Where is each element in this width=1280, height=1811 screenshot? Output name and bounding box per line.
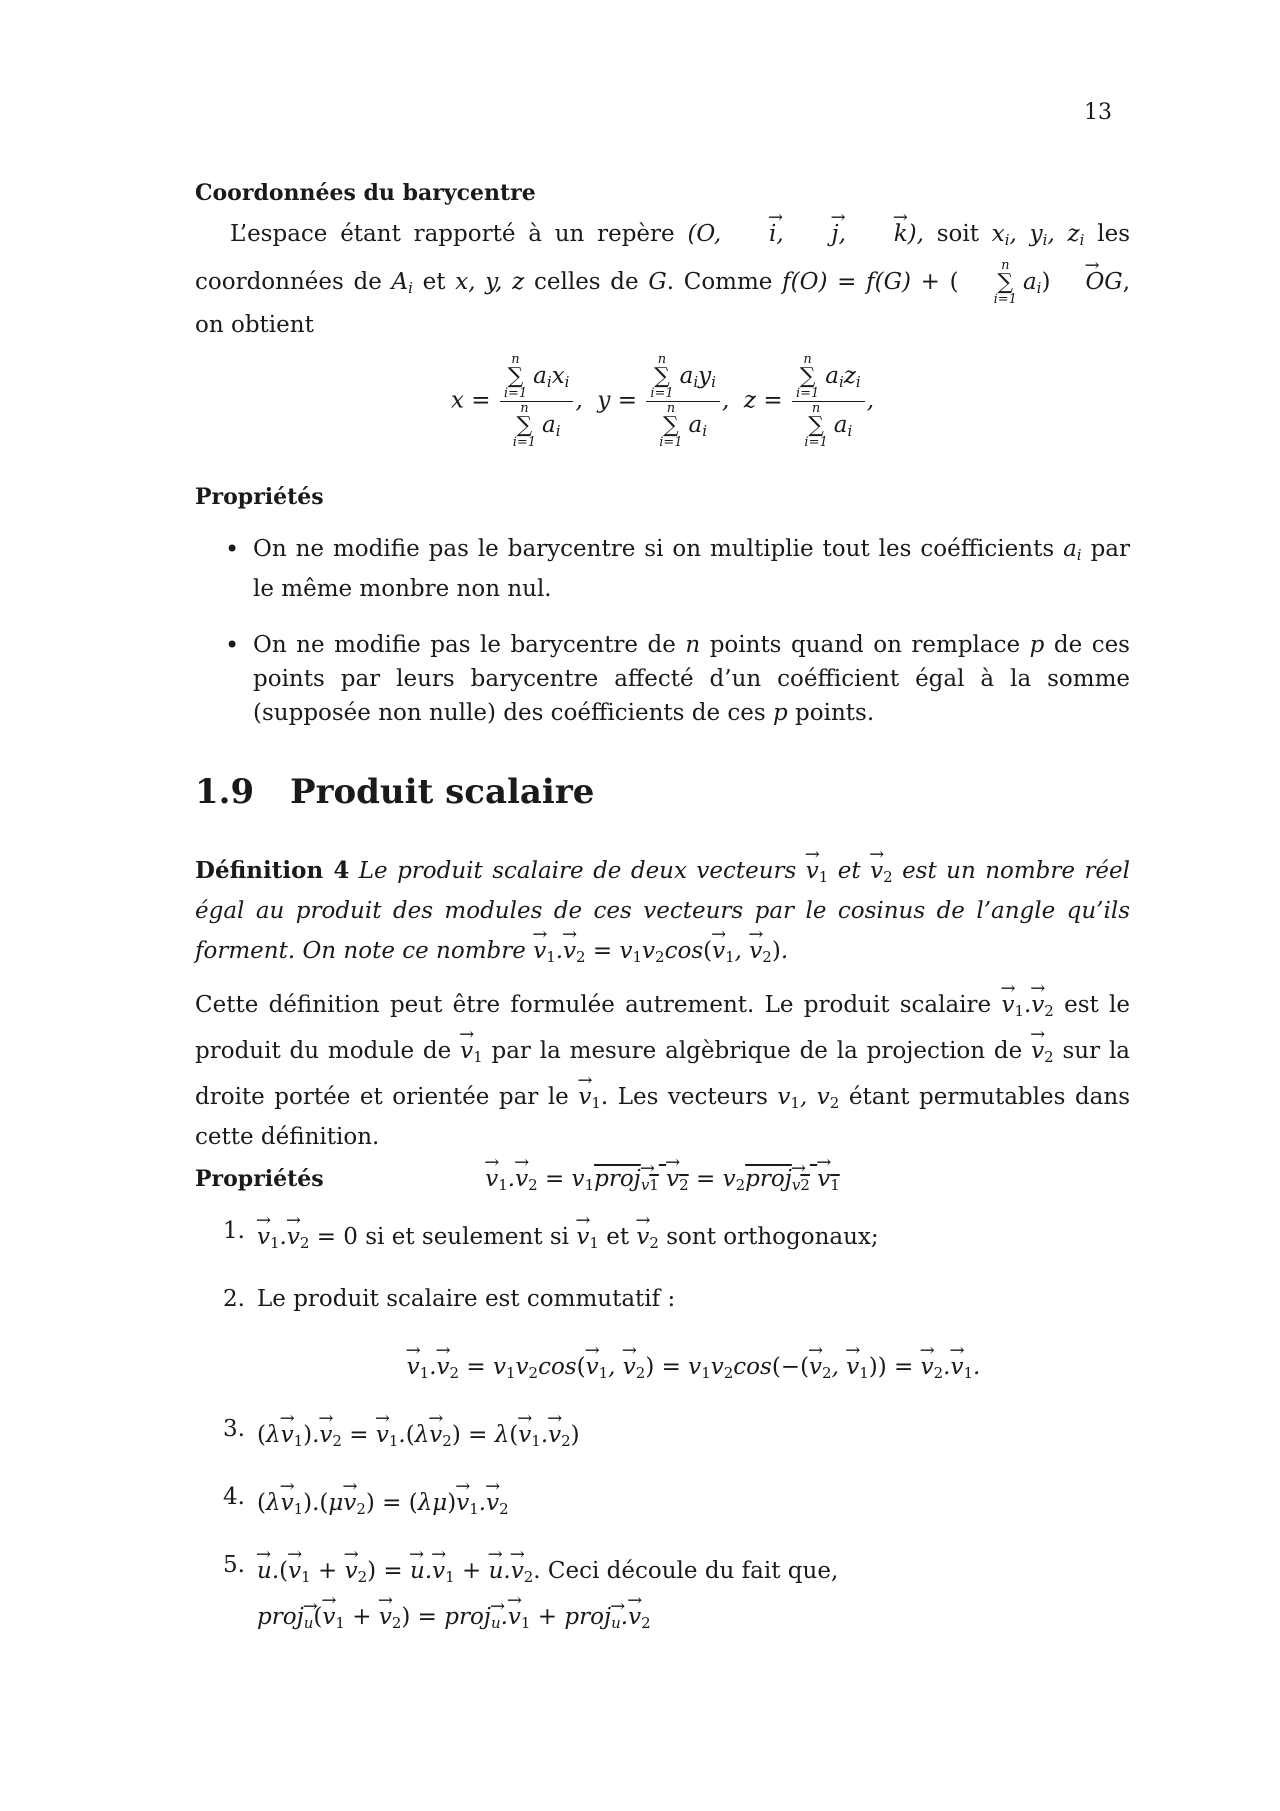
definition-block <box>195 848 1130 974</box>
list-item: 3. $(\lambda\to v_1).\to v_2$ = → $v_1.(\lambda\to v_2) = \lambda(\to v_1.\to v_2)$ <box>195 1412 1130 1458</box>
list-item: 4. $(\lambda\to v_1).(\mu\to v_2) = (\lambda\mu)\to v_1.\to v_2$ <box>195 1480 1130 1526</box>
projection-formula: → $v_1.\to v_2$ = $v_1proj\to _{v1} \to v_2$ = $v_2proj\to _{v2} \to v_1$ <box>195 1156 1130 1202</box>
section-title <box>195 772 1130 812</box>
list-item: 2. Le produit scalaire est commutatif : → $v_1.\to v_2 = v_1v_2\cos(\to v_1$, → $v_2) = v_1v_2\cos(-(\to v_2$, → $v_1$)) = → $v_2.\to v_1$. <box>195 1282 1130 1390</box>
list-item: • On ne modifie pas le barycentre de n points quand on remplace p de ces points par leurs barycentre affecté d’un coéfficient égal à la somme (supposée non nulle) des coéfficients de ces p points. <box>195 628 1130 730</box>
list-item: 5. → $u.(\to v_1$ + → $v_2$) = → $u.\to v_1$ + → $u.\to v_2$. Ceci découle du fait que, proj→ $_u(\to v_1$ + → $v_2$) = proj→ $_u.\to v_1$ + proj→ $_u.\to v_2$ <box>195 1548 1130 1640</box>
page-number: 13 <box>1084 100 1112 125</box>
proprietes-2-section <box>195 1162 1130 1662</box>
proprietes-2-list <box>195 1214 1130 1640</box>
section-heading: Produit scalaire <box>290 772 595 812</box>
explication-paragraph: Cette définition peut être formulée autrement. Le produit scalaire → $v_1.\to v_2$ est le produit du module de → $v_1$ par la mesure algèbrique de la projection de → $v_2$ sur la droite portée et orientée par le → $v_1$. Les vecteurs $v_1$, $v_2$ étant permutables dans cette définition. <box>195 982 1130 1154</box>
definition-text: Définition 4 Le produit scalaire de deux vecteurs → $v_1$ et → $v_2$ est un nombre réel égal au produit des modules de ces vecteurs par le cosinus de l’angle qu’ils forment. On note ce nombre → $v_1.\to v_2 = v_1v_2\cos(\to v_1$, → $v_2$). <box>195 848 1130 974</box>
barycentre-formula: x = n ∑ i=1 aixi n ∑ i=1 ai , y = n ∑ i=1 aiyi n ∑ i=1 ai , z = n ∑ i=1 aizi n ∑ i=1 ai , <box>450 352 875 450</box>
list-item: • On ne modifie pas le barycentre si on multiplie tout les coéfficients ai par le même monbre non nul. <box>195 532 1130 606</box>
definition-label: Définition 4 <box>195 857 350 884</box>
proprietes-1-list <box>195 532 1130 730</box>
commutative-formula: → $v_1.\to v_2 = v_1v_2\cos(\to v_1$, → $v_2) = v_1v_2\cos(-(\to v_2$, → $v_1$)) = → $v_2.\to v_1$. <box>257 1344 1130 1390</box>
list-item: 1. → $v_1.\to v_2 = 0$ si et seulement si → $v_1$ et → $v_2$ sont orthogonaux; <box>195 1214 1130 1260</box>
proprietes-1-heading: Propriétés <box>195 484 324 510</box>
barycentre-heading: Coordonnées du barycentre <box>195 180 536 206</box>
barycentre-section <box>195 176 1130 450</box>
proprietes-1-section <box>195 480 1130 752</box>
sum-symbol: n ∑ i=1 <box>993 258 1017 307</box>
proprietes-2-heading: Propriétés <box>195 1166 324 1192</box>
section-number: 1.9 <box>195 772 255 812</box>
barycentre-paragraph: L’espace étant rapporté à un repère (O, → i, → j, → k), soit xi, yi, zi les coordonnées de Ai et x, y, z celles de G. Comme f(O) = f(G) + ( n ∑ i=1 ai)→ OG, on obtient <box>195 210 1130 343</box>
